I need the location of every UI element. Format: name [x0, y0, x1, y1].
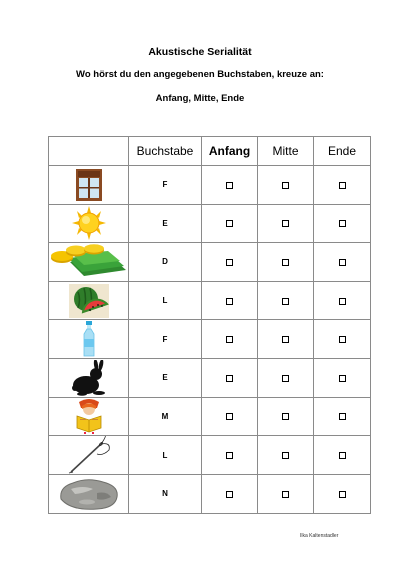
row-picture-cell — [49, 358, 129, 397]
checkbox-ende[interactable] — [314, 397, 371, 436]
row-picture-cell — [49, 243, 129, 282]
header-ende: Ende — [314, 137, 371, 166]
row-letter: E — [129, 204, 202, 243]
row-letter: L — [129, 436, 202, 475]
checkbox-mitte[interactable] — [258, 436, 314, 475]
table-row — [49, 243, 371, 282]
checkbox-mitte[interactable] — [258, 166, 314, 205]
window-icon — [74, 168, 104, 202]
subtitle-text: Anfang, Mitte, Ende — [155, 93, 245, 104]
row-picture-cell — [49, 397, 129, 436]
checkbox-anfang[interactable] — [202, 397, 258, 436]
rabbit-icon — [69, 360, 109, 396]
author-footer: Ilka Kaltenstadler — [300, 533, 339, 539]
checkbox-anfang[interactable] — [202, 320, 258, 359]
checkbox-mitte[interactable] — [258, 397, 314, 436]
instruction-text: Wo hörst du den angegebenen Buchstaben, kreuze an: — [76, 69, 324, 80]
row-letter: M — [129, 397, 202, 436]
header-buchstabe: Buchstabe — [129, 137, 202, 166]
stone-icon — [57, 477, 121, 511]
row-picture-cell — [49, 436, 129, 475]
checkbox-anfang[interactable] — [202, 166, 258, 205]
row-letter: F — [129, 320, 202, 359]
checkbox-ende[interactable] — [314, 281, 371, 320]
table-row — [49, 436, 371, 475]
checkbox-ende[interactable] — [314, 166, 371, 205]
letter-position-table — [48, 136, 371, 514]
row-picture-cell — [49, 475, 129, 514]
checkbox-mitte[interactable] — [258, 475, 314, 514]
checkbox-ende[interactable] — [314, 358, 371, 397]
checkbox-ende[interactable] — [314, 436, 371, 475]
checkbox-mitte[interactable] — [258, 243, 314, 282]
row-picture-cell — [49, 204, 129, 243]
checkbox-ende[interactable] — [314, 204, 371, 243]
table-row — [49, 166, 371, 205]
table-row — [49, 320, 371, 359]
table-header-row — [49, 137, 371, 166]
row-letter: L — [129, 281, 202, 320]
row-letter: N — [129, 475, 202, 514]
header-picture — [49, 137, 129, 166]
needle-icon — [67, 436, 111, 474]
table-row — [49, 281, 371, 320]
sun-icon — [71, 206, 107, 240]
worksheet-title: Akustische Serialität — [148, 46, 252, 58]
reading-girl-icon — [73, 398, 105, 434]
checkbox-ende[interactable] — [314, 320, 371, 359]
header-anfang: Anfang — [202, 137, 258, 166]
checkbox-ende[interactable] — [314, 475, 371, 514]
checkbox-mitte[interactable] — [258, 281, 314, 320]
row-picture-cell — [49, 320, 129, 359]
row-picture-cell — [49, 281, 129, 320]
money-icon — [50, 244, 128, 280]
checkbox-anfang[interactable] — [202, 358, 258, 397]
header-mitte: Mitte — [258, 137, 314, 166]
checkbox-mitte[interactable] — [258, 320, 314, 359]
checkbox-ende[interactable] — [314, 243, 371, 282]
row-letter: E — [129, 358, 202, 397]
checkbox-anfang[interactable] — [202, 281, 258, 320]
row-picture-cell — [49, 166, 129, 205]
table-row — [49, 204, 371, 243]
row-letter: F — [129, 166, 202, 205]
table-row — [49, 397, 371, 436]
row-letter: D — [129, 243, 202, 282]
checkbox-anfang[interactable] — [202, 436, 258, 475]
checkbox-anfang[interactable] — [202, 243, 258, 282]
checkbox-mitte[interactable] — [258, 358, 314, 397]
checkbox-anfang[interactable] — [202, 475, 258, 514]
checkbox-mitte[interactable] — [258, 204, 314, 243]
checkbox-anfang[interactable] — [202, 204, 258, 243]
bottle-icon — [81, 321, 97, 357]
table-row — [49, 475, 371, 514]
watermelon-icon — [69, 284, 109, 318]
table-row — [49, 358, 371, 397]
